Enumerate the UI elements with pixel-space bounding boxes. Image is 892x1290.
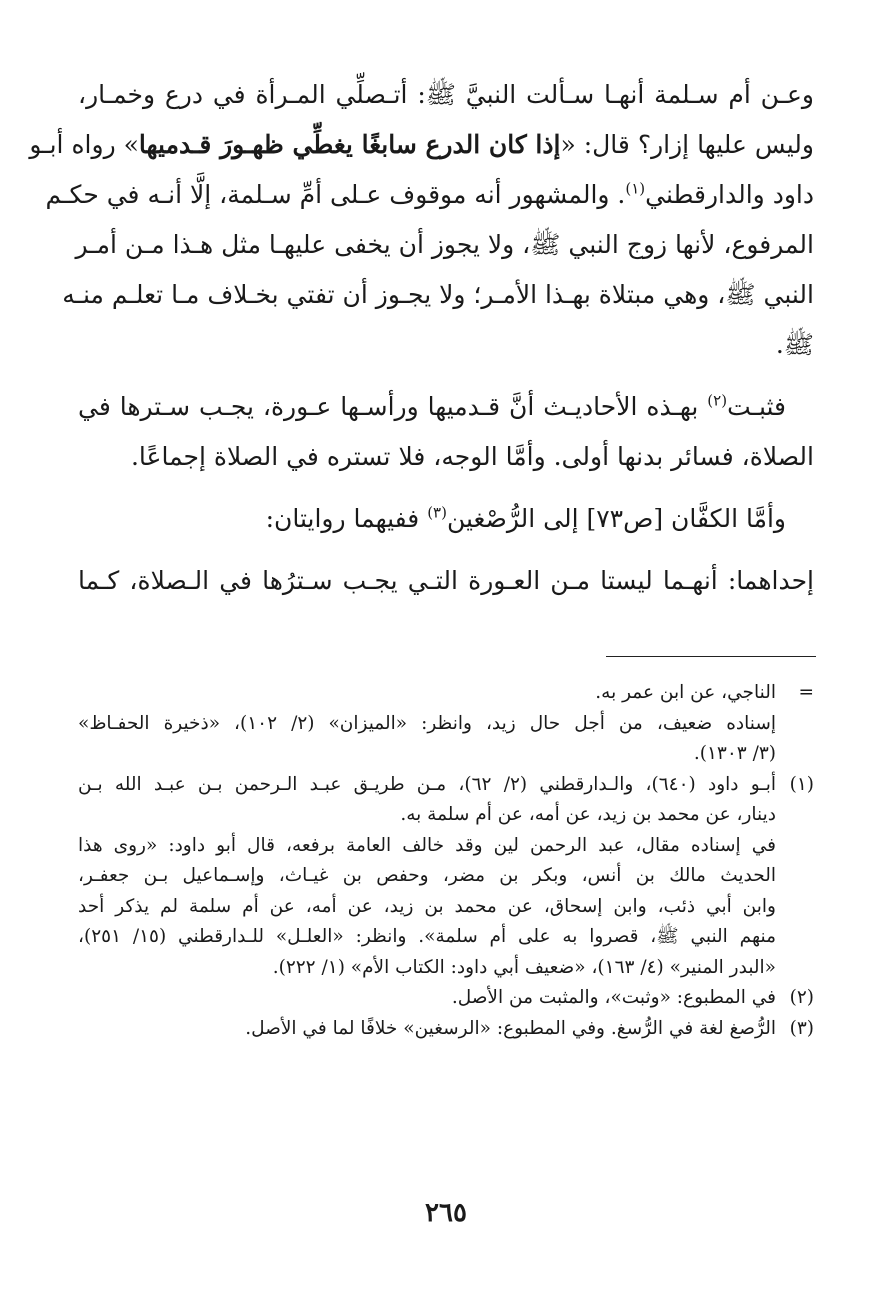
text-line [78,494,814,544]
footnote-ref-3[interactable]: (٣) [427,503,447,522]
footnote-marker: (٣) [789,1017,814,1039]
footnote-line: الناجي، عن ابن عمر به. [595,682,776,703]
text-line [29,120,814,170]
text-run: وأمَّا الكفَّان [ص٧٣] إلى الرُّصْغين [446,504,786,533]
footnotes [78,678,814,1044]
footnote-divider [606,656,816,657]
footnote-ref-2[interactable]: (٢) [707,391,728,410]
footnote-body [78,770,776,984]
text-run: داود والدارقطني [645,180,814,209]
text-run: وليس عليها إزار؟ قال: « [560,130,814,159]
footnote-marker: (٢) [789,987,814,1008]
footnote-ref-1[interactable]: (١) [625,179,646,198]
footnote-line: في المطبوع: «وثبت»، والمثبت من الأصل. [451,987,776,1008]
text-line: ﷺ. [775,330,814,359]
hadith-quote: إذا كان الدرع سابغًا يغطِّي ظهـورَ قـدميها [138,130,561,159]
text-run: » رواه أبـو [29,130,139,159]
text-run: فثبـت [727,392,786,421]
footnote-line: وابن أبي ذئب، وابن إسحاق، عن محمد بن زيد، عن أمه، عن أم سلمة لم يذكر أحد [78,895,776,917]
footnote-marker: (١) [789,773,814,795]
footnote-body [78,1014,776,1045]
paragraph-4 [78,556,814,606]
footnote-line: إسناده ضعيف، من أجل حال زيد، وانظر: «الميزان» (٢/ ١٠٢)، «ذخيرة الحفـاظ» [78,712,776,734]
footnote-continuation [78,678,814,770]
text-line: المرفوع، لأنها زوج النبي ﷺ، ولا يجوز أن يخفى عليهـا مثل هـذا مـن أمـر [75,230,814,259]
paragraph-3 [78,494,814,544]
footnote-line: الحديث مالك بن أنس، وبكر بن مضر، وحفص بن غيـاث، وإسـماعيل بـن جعفـر، [78,865,776,886]
footnote-line: في إسناده مقال، عبد الرحمن لين وقد خالف العامة برفعه، قال أبو داود: «روى هذا [78,834,776,856]
footnote-line: «البدر المنير» (٤/ ١٦٣)، «ضعيف أبي داود: الكتاب الأم» (١/ ٢٢٢). [272,956,776,978]
text-line [78,382,814,432]
footnote-body [78,678,776,770]
footnote-line: أبـو داود (٦٤٠)، والـدارقطني (٢/ ٦٢)، مـن طريـق عبـد الـرحمن بـن عبـد الله بـن [78,773,777,795]
main-text [29,70,814,618]
text-line: الصلاة، فسائر بدنها أولى. وأمَّا الوجه، فلا تستره في الصلاة إجماعًا. [130,442,814,471]
footnote-body [78,983,776,1014]
footnote-line: منهم النبي ﷺ، قصروا به على أم سلمة». وانظر: «العلـل» للـدارقطني (١٥/ ٢٥١)، [78,926,776,947]
footnote-2 [78,983,814,1014]
paragraph-2 [78,382,814,482]
footnote-marker: = [798,682,814,703]
footnote-1 [78,770,814,984]
footnote-line: دينار، عن محمد بن زيد، عن أمه، عن أم سلمة به. [400,804,776,825]
text-run: . والمشهور أنه موقوف عـلى أمِّ سـلمة، إلَّا أنـه في حكـم [45,180,626,209]
page-number: ٢٦٥ [425,1198,467,1228]
text-line: وعـن أم سـلمة أنهـا سـألت النبيَّ ﷺ: أتـصلِّي المـرأة في درع وخمـار، [78,80,814,109]
footnote-line: (٣/ ١٣٠٣). [693,743,776,764]
footnote-line: الرُّصغ لغة في الرُّسغ. وفي المطبوع: «الرسغين» خلافًا لما في الأصل. [245,1017,776,1039]
text-line: النبي ﷺ، وهي مبتلاة بهـذا الأمـر؛ ولا يجـوز أن تفتي بخـلاف مـا تعلـم منـه [62,280,814,309]
text-run: ففيهما روايتان: [265,504,428,533]
text-run: بهـذه الأحاديـث أنَّ قـدميها ورأسـها عـورة، يجـب سـترها في [78,392,708,421]
text-line [45,170,814,220]
paragraph-1 [29,70,814,370]
footnote-3 [78,1014,814,1045]
text-line: إحداهما: أنهـما ليستا مـن العـورة التـي يجـب سـترُها في الـصلاة، كـما [78,566,814,595]
